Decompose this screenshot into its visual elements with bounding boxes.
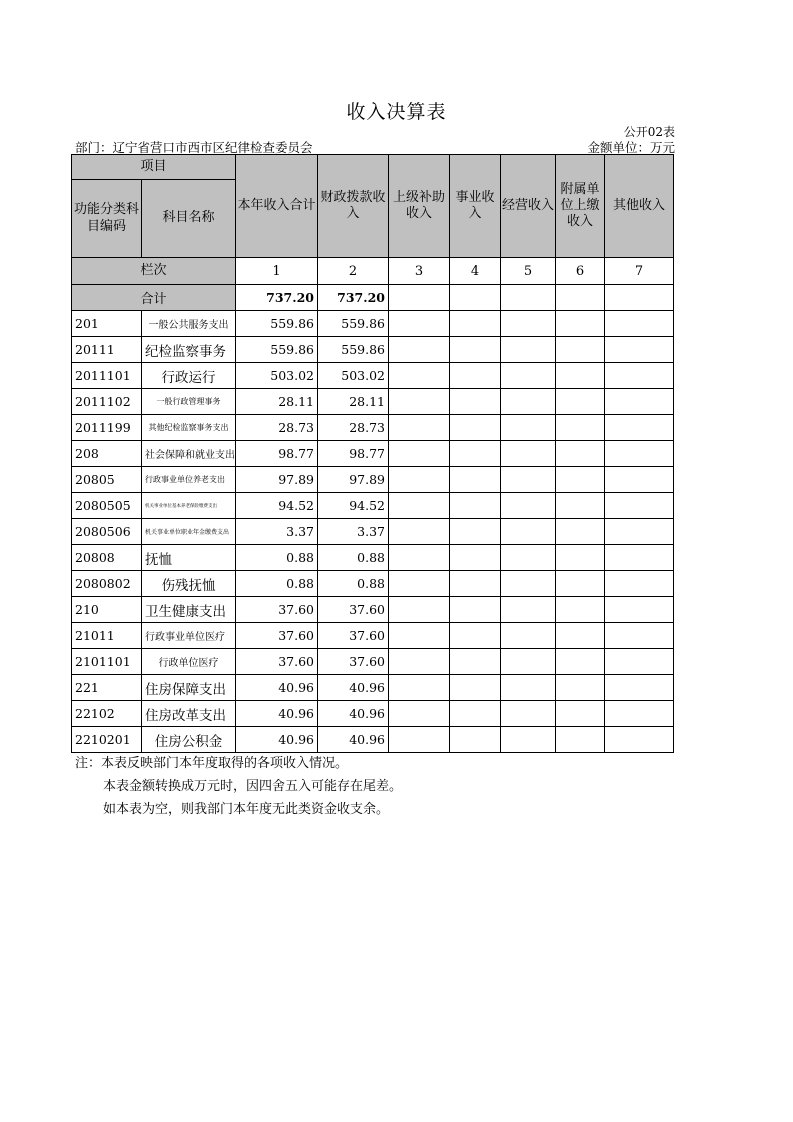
- empty-cell: [450, 571, 501, 597]
- empty-cell: [605, 571, 674, 597]
- header-item: 项目: [72, 155, 236, 180]
- fiscal-allocation-cell: 97.89: [318, 467, 389, 493]
- table-row: [72, 519, 674, 545]
- empty-cell: [556, 493, 605, 519]
- empty-cell: [605, 675, 674, 701]
- empty-cell: [501, 623, 556, 649]
- empty-cell: [556, 415, 605, 441]
- empty-cell: [450, 649, 501, 675]
- empty-cell: [556, 389, 605, 415]
- table-row: [72, 649, 674, 675]
- subject-name-cell: 其他纪检监察事务支出: [142, 415, 236, 441]
- column-index: 7: [605, 258, 674, 285]
- empty-cell: [556, 519, 605, 545]
- fiscal-allocation-cell: 503.02: [318, 363, 389, 389]
- empty-cell: [450, 285, 501, 311]
- total-label: 合计: [72, 285, 236, 311]
- empty-cell: [389, 519, 450, 545]
- function-code-cell: 2080506: [72, 519, 142, 545]
- empty-cell: [450, 415, 501, 441]
- empty-cell: [389, 467, 450, 493]
- empty-cell: [389, 493, 450, 519]
- empty-cell: [450, 701, 501, 727]
- empty-cell: [389, 363, 450, 389]
- total-income-cell: 37.60: [236, 649, 318, 675]
- empty-cell: [501, 285, 556, 311]
- empty-cell: [389, 545, 450, 571]
- empty-cell: [501, 571, 556, 597]
- header-fiscal-allocation: 财政拨款收入: [318, 155, 389, 258]
- note-line: 本表金额转换成万元时，因四舍五入可能存在尾差。: [103, 779, 403, 794]
- table-row: [72, 545, 674, 571]
- empty-cell: [389, 701, 450, 727]
- total-income-cell: 0.88: [236, 545, 318, 571]
- fiscal-allocation-cell: 37.60: [318, 649, 389, 675]
- table-row: [72, 597, 674, 623]
- total-fiscal-value: 737.20: [318, 285, 389, 311]
- function-code-cell: 2080505: [72, 493, 142, 519]
- empty-cell: [501, 363, 556, 389]
- empty-cell: [556, 701, 605, 727]
- empty-cell: [556, 285, 605, 311]
- empty-cell: [450, 675, 501, 701]
- empty-cell: [450, 727, 501, 753]
- subject-name-cell: 伤残抚恤: [142, 571, 236, 597]
- empty-cell: [450, 441, 501, 467]
- function-code-cell: 22102: [72, 701, 142, 727]
- subject-name-cell: 住房改革支出: [142, 701, 236, 727]
- empty-cell: [389, 649, 450, 675]
- subject-name-cell: 卫生健康支出: [142, 597, 236, 623]
- total-income-cell: 0.88: [236, 571, 318, 597]
- fiscal-allocation-cell: 37.60: [318, 597, 389, 623]
- empty-cell: [605, 467, 674, 493]
- subject-name-cell: 抚恤: [142, 545, 236, 571]
- fiscal-allocation-cell: 559.86: [318, 337, 389, 363]
- table-row: [72, 467, 674, 493]
- function-code-cell: 21011: [72, 623, 142, 649]
- subject-name-cell: 住房保障支出: [142, 675, 236, 701]
- subject-name-cell: 纪检监察事务: [142, 337, 236, 363]
- fiscal-allocation-cell: 40.96: [318, 675, 389, 701]
- table-row: [72, 493, 674, 519]
- empty-cell: [556, 675, 605, 701]
- subject-name-cell: 行政事业单位医疗: [142, 623, 236, 649]
- table-row: [72, 701, 674, 727]
- column-index: 4: [450, 258, 501, 285]
- column-index: 6: [556, 258, 605, 285]
- empty-cell: [556, 467, 605, 493]
- empty-cell: [501, 493, 556, 519]
- total-income-cell: 97.89: [236, 467, 318, 493]
- function-code-cell: 20808: [72, 545, 142, 571]
- table-row: [72, 623, 674, 649]
- total-row: [72, 285, 674, 311]
- function-code-cell: 2011199: [72, 415, 142, 441]
- empty-cell: [389, 285, 450, 311]
- empty-cell: [450, 389, 501, 415]
- empty-cell: [501, 675, 556, 701]
- empty-cell: [556, 649, 605, 675]
- fiscal-allocation-cell: 3.37: [318, 519, 389, 545]
- empty-cell: [605, 415, 674, 441]
- function-code-cell: 2080802: [72, 571, 142, 597]
- empty-cell: [605, 727, 674, 753]
- empty-cell: [556, 727, 605, 753]
- total-income-cell: 37.60: [236, 597, 318, 623]
- function-code-cell: 221: [72, 675, 142, 701]
- empty-cell: [605, 545, 674, 571]
- empty-cell: [556, 623, 605, 649]
- total-income-cell: 28.73: [236, 415, 318, 441]
- empty-cell: [501, 337, 556, 363]
- fiscal-allocation-cell: 98.77: [318, 441, 389, 467]
- department-label: 部门：辽宁省营口市西市区纪律检查委员会: [75, 140, 313, 155]
- fiscal-allocation-cell: 28.73: [318, 415, 389, 441]
- empty-cell: [605, 597, 674, 623]
- empty-cell: [556, 545, 605, 571]
- note-line: 注：本表反映部门本年度取得的各项收入情况。: [75, 756, 349, 771]
- table-row: [72, 363, 674, 389]
- function-code-cell: 20111: [72, 337, 142, 363]
- empty-cell: [501, 597, 556, 623]
- empty-cell: [450, 311, 501, 337]
- empty-cell: [556, 337, 605, 363]
- total-income-cell: 37.60: [236, 623, 318, 649]
- subject-name-cell: 机关事业单位基本养老保险缴费支出: [142, 493, 236, 519]
- total-income-cell: 28.11: [236, 389, 318, 415]
- table-row: [72, 337, 674, 363]
- empty-cell: [450, 545, 501, 571]
- empty-cell: [501, 519, 556, 545]
- total-income-cell: 40.96: [236, 701, 318, 727]
- subject-name-cell: 行政运行: [142, 363, 236, 389]
- empty-cell: [389, 415, 450, 441]
- table-row: [72, 389, 674, 415]
- empty-cell: [605, 285, 674, 311]
- total-income-cell: 40.96: [236, 675, 318, 701]
- function-code-cell: 2011102: [72, 389, 142, 415]
- subject-name-cell: 行政单位医疗: [142, 649, 236, 675]
- empty-cell: [556, 571, 605, 597]
- fiscal-allocation-cell: 559.86: [318, 311, 389, 337]
- column-index: 2: [318, 258, 389, 285]
- subject-name-cell: 住房公积金: [142, 727, 236, 753]
- header-business-income: 事业收入: [450, 155, 501, 258]
- empty-cell: [501, 441, 556, 467]
- empty-cell: [556, 441, 605, 467]
- header-subject-name: 科目名称: [142, 180, 236, 258]
- subject-name-cell: 社会保障和就业支出: [142, 441, 236, 467]
- empty-cell: [389, 441, 450, 467]
- function-code-cell: 2210201: [72, 727, 142, 753]
- column-index: 3: [389, 258, 450, 285]
- table-row: [72, 675, 674, 701]
- income-table: [71, 154, 674, 753]
- empty-cell: [605, 337, 674, 363]
- header-operating-income: 经营收入: [501, 155, 556, 258]
- empty-cell: [605, 389, 674, 415]
- empty-cell: [605, 649, 674, 675]
- empty-cell: [556, 363, 605, 389]
- page-title: 收入决算表: [346, 101, 447, 123]
- empty-cell: [501, 701, 556, 727]
- empty-cell: [389, 675, 450, 701]
- empty-cell: [605, 701, 674, 727]
- empty-cell: [450, 519, 501, 545]
- table-row: [72, 311, 674, 337]
- column-index: 1: [236, 258, 318, 285]
- subject-name-cell: 机关事业单位职业年金缴费支出: [142, 519, 236, 545]
- empty-cell: [450, 597, 501, 623]
- empty-cell: [501, 415, 556, 441]
- amount-unit-label: 金额单位：万元: [587, 140, 675, 155]
- empty-cell: [501, 389, 556, 415]
- total-income-cell: 3.37: [236, 519, 318, 545]
- fiscal-allocation-cell: 94.52: [318, 493, 389, 519]
- fiscal-allocation-cell: 40.96: [318, 701, 389, 727]
- empty-cell: [501, 649, 556, 675]
- fiscal-allocation-cell: 37.60: [318, 623, 389, 649]
- column-index: 5: [501, 258, 556, 285]
- fiscal-allocation-cell: 0.88: [318, 571, 389, 597]
- total-income-cell: 559.86: [236, 337, 318, 363]
- empty-cell: [389, 727, 450, 753]
- column-index-label: 栏次: [72, 258, 236, 285]
- subject-name-cell: 行政事业单位养老支出: [142, 467, 236, 493]
- empty-cell: [605, 623, 674, 649]
- total-income-cell: 40.96: [236, 727, 318, 753]
- empty-cell: [450, 363, 501, 389]
- total-income-value: 737.20: [236, 285, 318, 311]
- total-income-cell: 559.86: [236, 311, 318, 337]
- empty-cell: [450, 493, 501, 519]
- table-row: [72, 441, 674, 467]
- subject-name-cell: 一般行政管理事务: [142, 389, 236, 415]
- empty-cell: [605, 441, 674, 467]
- subject-name-cell: 一般公共服务支出: [142, 311, 236, 337]
- empty-cell: [501, 727, 556, 753]
- empty-cell: [605, 519, 674, 545]
- function-code-cell: 208: [72, 441, 142, 467]
- empty-cell: [501, 545, 556, 571]
- table-row: [72, 415, 674, 441]
- empty-cell: [605, 363, 674, 389]
- form-number: 公开02表: [623, 125, 675, 139]
- empty-cell: [501, 311, 556, 337]
- empty-cell: [501, 467, 556, 493]
- table-row: [72, 727, 674, 753]
- empty-cell: [389, 597, 450, 623]
- empty-cell: [450, 467, 501, 493]
- total-income-cell: 503.02: [236, 363, 318, 389]
- fiscal-allocation-cell: 40.96: [318, 727, 389, 753]
- empty-cell: [605, 493, 674, 519]
- total-income-cell: 94.52: [236, 493, 318, 519]
- fiscal-allocation-cell: 28.11: [318, 389, 389, 415]
- fiscal-allocation-cell: 0.88: [318, 545, 389, 571]
- function-code-cell: 210: [72, 597, 142, 623]
- empty-cell: [389, 337, 450, 363]
- empty-cell: [556, 311, 605, 337]
- empty-cell: [450, 623, 501, 649]
- function-code-cell: 201: [72, 311, 142, 337]
- notes: [75, 752, 402, 821]
- empty-cell: [556, 597, 605, 623]
- header-superior-subsidy: 上级补助收入: [389, 155, 450, 258]
- function-code-cell: 2011101: [72, 363, 142, 389]
- empty-cell: [389, 623, 450, 649]
- note-line: 如本表为空，则我部门本年度无此类资金收支余。: [103, 802, 390, 817]
- function-code-cell: 20805: [72, 467, 142, 493]
- function-code-cell: 2101101: [72, 649, 142, 675]
- header-total-income: 本年收入合计: [236, 155, 318, 258]
- header-function-code: 功能分类科目编码: [72, 180, 142, 258]
- empty-cell: [450, 337, 501, 363]
- header-affiliated-income: 附属单位上缴收入: [556, 155, 605, 258]
- empty-cell: [389, 389, 450, 415]
- total-income-cell: 98.77: [236, 441, 318, 467]
- empty-cell: [389, 311, 450, 337]
- empty-cell: [605, 311, 674, 337]
- empty-cell: [389, 571, 450, 597]
- table-row: [72, 571, 674, 597]
- header-other-income: 其他收入: [605, 155, 674, 258]
